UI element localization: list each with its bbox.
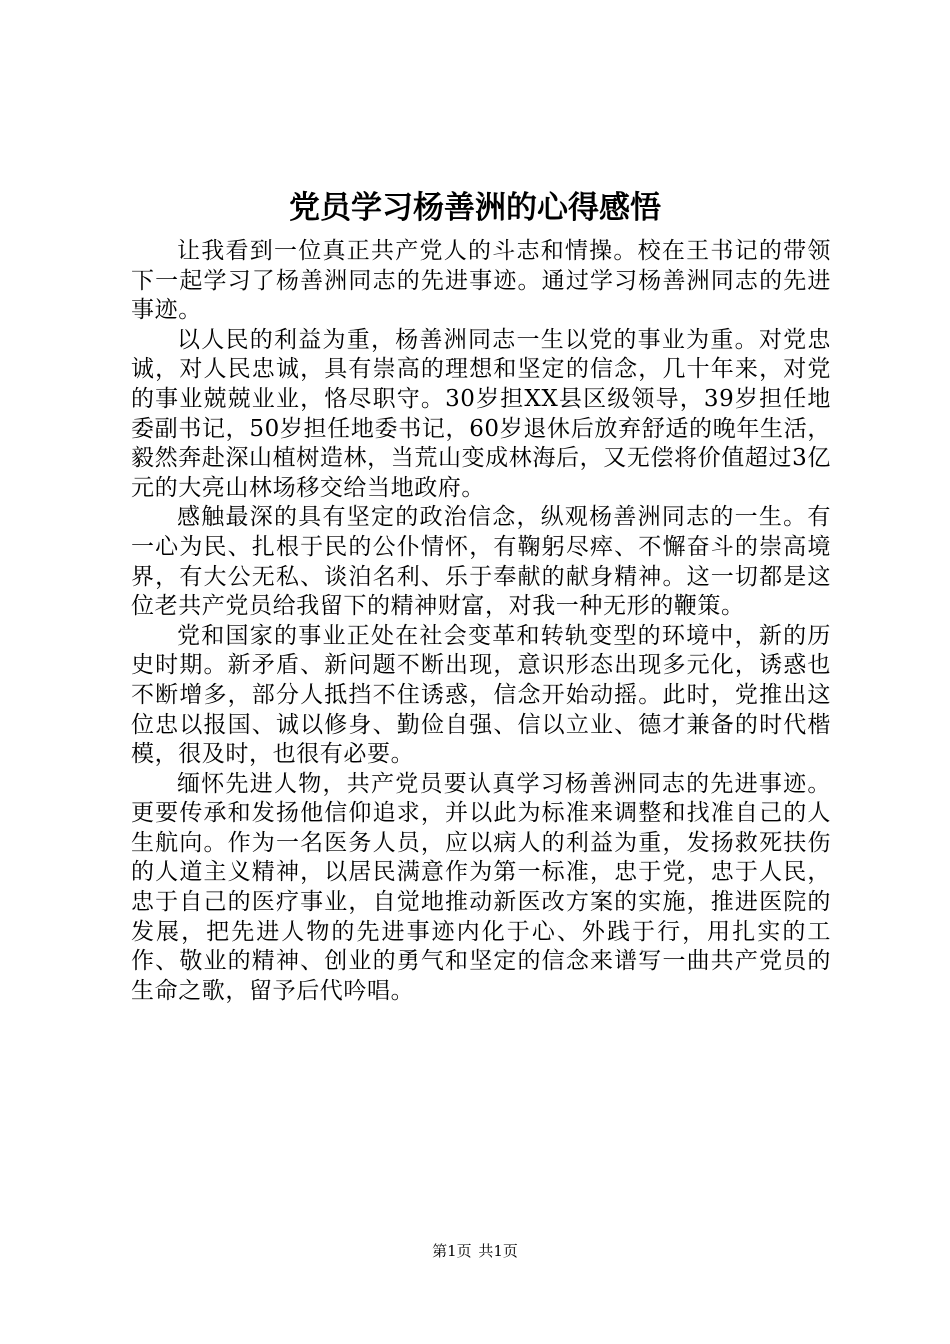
- page-footer: [0, 1241, 950, 1261]
- document-body: [131, 237, 831, 1006]
- document-title: 党员学习杨善洲的心得感悟: [289, 190, 661, 226]
- paragraph-2: 以人民的利益为重，杨善洲同志一生以党的事业为重。对党忠诚，对人民忠诚，具有崇高的理想和坚定的信念，几十年来，对党的事业兢兢业业，恪尽职守。30岁担XX县区级领导，39岁担任地委副书记，50岁担任地委书记，60岁退休后放弃舒适的晚年生活，毅然奔赴深山植树造林，当荒山变成林海后，又无偿将价值超过3亿元的大亮山林场移交给当地政府。: [131, 326, 831, 501]
- paragraph-4: 党和国家的事业正处在社会变革和转轨变型的环境中，新的历史时期。新矛盾、新问题不断出现，意识形态出现多元化，诱惑也不断增多，部分人抵挡不住诱惑，信念开始动摇。此时，党推出这位忠以报国、诚以修身、勤俭自强、信以立业、德才兼备的时代楷模，很及时，也很有必要。: [131, 622, 831, 768]
- page-total: 共1页: [478, 1242, 518, 1260]
- paragraph-3: 感触最深的具有坚定的政治信念，纵观杨善洲同志的一生。有一心为民、扎根于民的公仆情怀，有鞠躬尽瘁、不懈奋斗的崇高境界，有大公无私、谈泊名利、乐于奉献的献身精神。这一切都是这位老共产党员给我留下的精神财富，对我一种无形的鞭策。: [131, 504, 831, 620]
- paragraph-1: 让我看到一位真正共产党人的斗志和情操。校在王书记的带领下一起学习了杨善洲同志的先进事迹。通过学习杨善洲同志的先进事迹。: [131, 238, 831, 324]
- paragraph-5: 缅怀先进人物，共产党员要认真学习杨善洲同志的先进事迹。更要传承和发扬他信仰追求，并以此为标准来调整和找准自己的人生航向。作为一名医务人员，应以病人的利益为重，发扬救死扶伤的人道主义精神，以居民满意作为第一标准，忠于党，忠于人民，忠于自己的医疗事业，自觉地推动新医改方案的实施，推进医院的发展，把先进人物的先进事迹内化于心、外践于行，用扎实的工作、敬业的精神、创业的勇气和坚定的信念来谱写一曲共产党员的生命之歌，留予后代吟唱。: [131, 770, 831, 1004]
- page-number: 第1页: [432, 1242, 472, 1260]
